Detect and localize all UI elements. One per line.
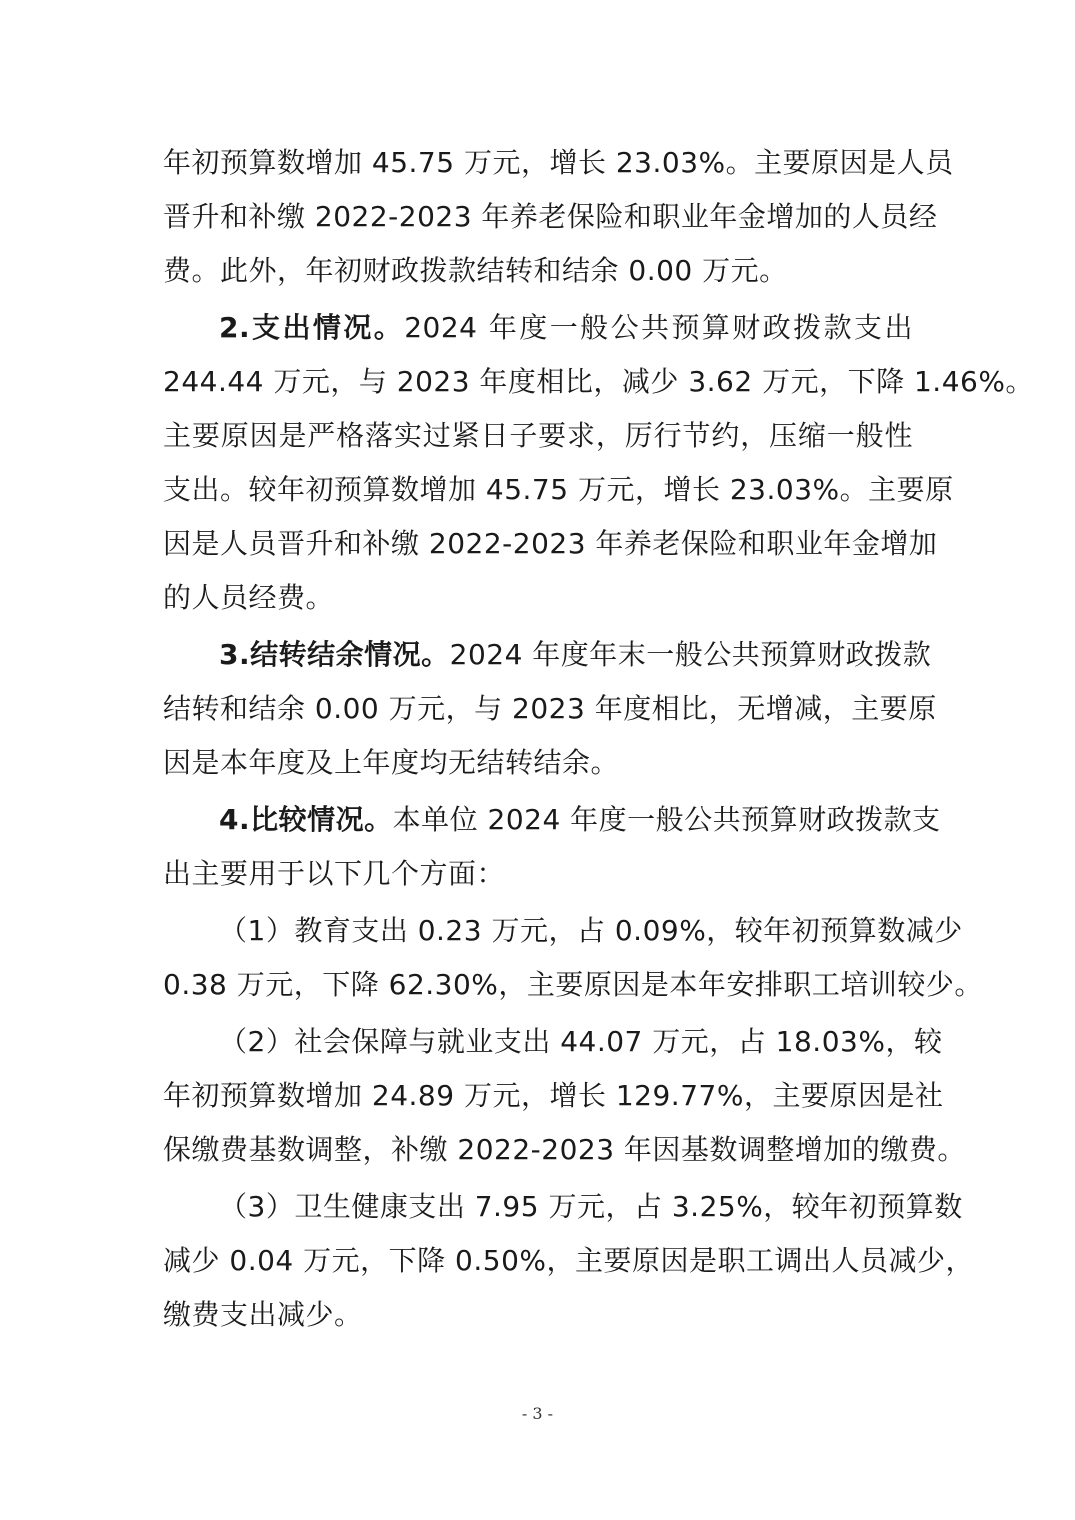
paragraph-first-line: （1）教育支出 0.23 万元，占 0.09%，较年初预算数减少 xyxy=(219,914,963,947)
paragraph-line: 因是人员晋升和补缴 2022-2023 年养老保险和职业年金增加 xyxy=(163,527,938,560)
paragraph-line: 0.38 万元，下降 62.30%，主要原因是本年安排职工培训较少。 xyxy=(163,968,983,1001)
paragraph-line: 费。此外，年初财政拨款结转和结余 0.00 万元。 xyxy=(163,254,788,287)
paragraph-line: 减少 0.04 万元，下降 0.50%，主要原因是职工调出人员减少， xyxy=(163,1244,974,1277)
section-heading-comparison: 4.比较情况。 xyxy=(219,803,393,836)
paragraph-line: 晋升和补缴 2022-2023 年养老保险和职业年金增加的人员经 xyxy=(163,200,938,233)
paragraph-first-line xyxy=(219,628,932,682)
paragraph-first-line xyxy=(219,301,913,355)
paragraph-text: 本单位 2024 年度一般公共预算财政拨款支 xyxy=(392,803,941,836)
paragraph-first-line: （3）卫生健康支出 7.95 万元，占 3.25%，较年初预算数 xyxy=(219,1190,963,1223)
paragraph-line: 主要原因是严格落实过紧日子要求，厉行节约，压缩一般性 xyxy=(163,419,913,452)
paragraph-text: 2024 年度年末一般公共预算财政拨款 xyxy=(449,638,932,671)
page-number: - 3 - xyxy=(521,1404,554,1423)
paragraph-text: 2024 年度一般公共预算财政拨款支出 xyxy=(404,311,913,344)
paragraph-line: 年初预算数增加 24.89 万元，增长 129.77%，主要原因是社 xyxy=(163,1079,944,1112)
paragraph-line: 出主要用于以下几个方面： xyxy=(163,857,506,890)
paragraph-line: 缴费支出减少。 xyxy=(163,1298,363,1331)
paragraph-line: 244.44 万元，与 2023 年度相比，减少 3.62 万元，下降 1.46%。 xyxy=(163,365,1034,398)
section-heading-expenditure: 2.支出情况。 xyxy=(219,311,405,344)
paragraph-line: 保缴费基数调整，补缴 2022-2023 年因基数调整增加的缴费。 xyxy=(163,1133,966,1166)
paragraph-line: 结转和结余 0.00 万元，与 2023 年度相比，无增减，主要原 xyxy=(163,692,937,725)
paragraph-first-line: （2）社会保障与就业支出 44.07 万元，占 18.03%，较 xyxy=(219,1025,943,1058)
paragraph-first-line xyxy=(219,793,941,847)
paragraph-line: 支出。较年初预算数增加 45.75 万元，增长 23.03%。主要原 xyxy=(163,473,954,506)
paragraph-line: 年初预算数增加 45.75 万元，增长 23.03%。主要原因是人员 xyxy=(163,146,954,179)
paragraph-line: 因是本年度及上年度均无结转结余。 xyxy=(163,746,620,779)
section-heading-carryover: 3.结转结余情况。 xyxy=(219,638,450,671)
paragraph-line: 的人员经费。 xyxy=(163,581,335,614)
